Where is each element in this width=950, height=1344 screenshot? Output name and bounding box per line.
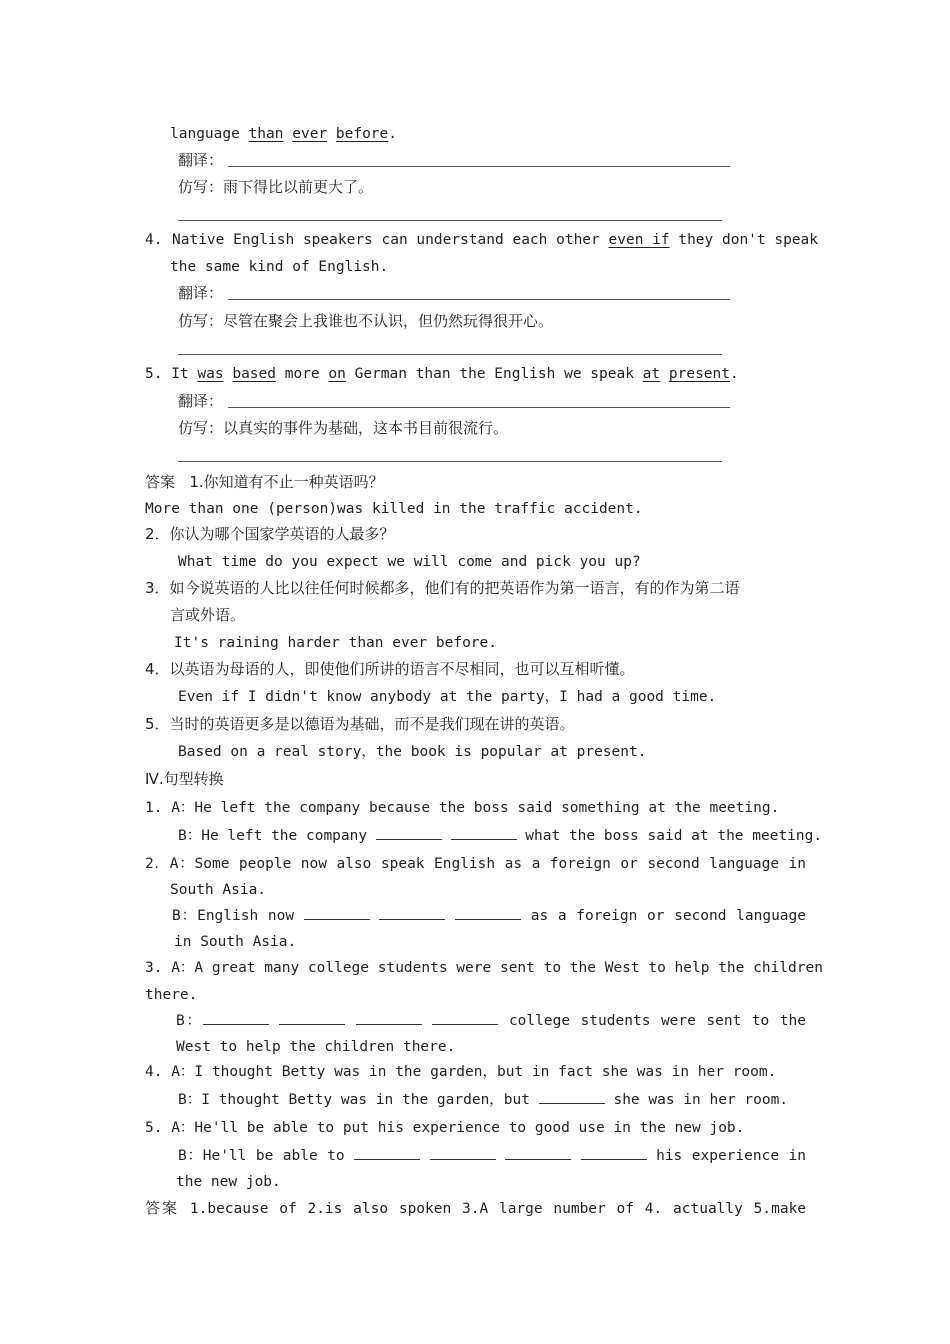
- q3-blank-1[interactable]: [203, 1011, 269, 1025]
- underlined-even-if: even if: [608, 232, 670, 248]
- answer3-3-en: It's raining harder than ever before.: [174, 635, 498, 651]
- answer-label: 答案: [145, 473, 176, 491]
- answer3-3-cn-line1: 3．如今说英语的人比以往任何时候都多，他们有的把英语作为第一语言，有的作为第二语: [145, 579, 740, 597]
- q2-blank-2[interactable]: [379, 906, 445, 920]
- q3-blank-3[interactable]: [356, 1011, 422, 1025]
- q5-sentence-b: B：He'll be able to his experience in: [178, 1148, 806, 1164]
- q3-sentence-b-line2: West to help the children there.: [176, 1039, 456, 1055]
- answer3-3-cn-line2: 言或外语。: [170, 606, 246, 624]
- item5-translation-line[interactable]: [228, 407, 730, 408]
- answers3-line1: 答案 1.你知道有不止一种英语吗？: [145, 473, 384, 491]
- answer3-4-cn: 4．以英语为母语的人，即使他们所讲的语言不尽相同，也可以互相听懂。: [145, 660, 635, 678]
- q2-blank-1[interactable]: [304, 906, 370, 920]
- answer3-2-cn: 2．你认为哪个国家学英语的人最多？: [145, 525, 395, 543]
- q2-blank-3[interactable]: [455, 906, 521, 920]
- underlined-ever: ever: [292, 126, 328, 142]
- item4-imitation: 仿写：尽管在聚会上我谁也不认识，但仍然玩得很开心。: [178, 312, 554, 330]
- item3-sentence-cont: language than ever before.: [170, 126, 398, 142]
- item5-translation-label: 翻译：: [178, 392, 224, 410]
- item5-imitation-line[interactable]: [178, 461, 722, 462]
- q3-sentence-a-line1: 3. A：A great many college students were sent to the West to help the children: [145, 960, 823, 976]
- item4-translation-line[interactable]: [228, 299, 730, 300]
- underlined-before: before: [335, 126, 389, 142]
- answers4-line: 答案 1.because of 2.is also spoken 3.A large number of 4. actually 5.make: [145, 1199, 807, 1217]
- answer3-5-cn: 5．当时的英语更多是以德语为基础，而不是我们现在讲的英语。: [145, 715, 575, 733]
- q5-blank-2[interactable]: [430, 1146, 496, 1160]
- q2-sentence-b-line2: in South Asia.: [174, 934, 297, 950]
- q3-blank-2[interactable]: [279, 1011, 345, 1025]
- q5-blank-4[interactable]: [581, 1146, 647, 1160]
- q5-sentence-b-line2: the new job.: [176, 1174, 281, 1190]
- q1-sentence-a: 1. A：He left the company because the boss said something at the meeting.: [145, 800, 780, 816]
- q2-sentence-a-line2: South Asia.: [170, 882, 267, 898]
- item4-imitation-line[interactable]: [178, 354, 722, 355]
- q4-sentence-b: B：I thought Betty was in the garden，but she was in her room.: [178, 1092, 789, 1108]
- item3-translation-label: 翻译：: [178, 151, 224, 169]
- q2-sentence-b: B：English now as a foreign or second language: [172, 908, 807, 924]
- underlined-than: than: [248, 126, 284, 142]
- q4-sentence-a: 4. A：I thought Betty was in the garden，but in fact she was in her room.: [145, 1064, 777, 1080]
- q4-blank-1[interactable]: [539, 1090, 605, 1104]
- item3-imitation: 仿写：雨下得比以前更大了。: [178, 178, 374, 196]
- q2-sentence-a-line1: 2．A：Some people now also speak English as a foreign or second language in: [145, 856, 806, 872]
- answer3-1-en: More than one (person)was killed in the traffic accident.: [145, 501, 643, 517]
- q3-blank-4[interactable]: [432, 1011, 498, 1025]
- item4-number: 4.: [145, 232, 163, 248]
- q5-blank-1[interactable]: [354, 1146, 420, 1160]
- item4-sentence-line2: the same kind of English.: [170, 259, 389, 275]
- section4-heading: Ⅳ.句型转换: [145, 770, 224, 788]
- answer3-4-en: Even if I didn't know anybody at the party，I had a good time.: [178, 689, 717, 705]
- item4-sentence: Native English speakers can understand each other even if they don't speak: [172, 232, 819, 248]
- item5-sentence: 5. It was based more on German than the English we speak at present.: [145, 366, 739, 382]
- item3-translation-line[interactable]: [228, 166, 730, 167]
- answer3-2-en: What time do you expect we will come and pick you up?: [178, 554, 641, 570]
- q1-sentence-b: B：He left the company what the boss said at the meeting.: [178, 828, 823, 844]
- q1-blank-2[interactable]: [451, 826, 517, 840]
- item3-imitation-line[interactable]: [178, 220, 722, 221]
- answer3-5-en: Based on a real story，the book is popular at present.: [178, 744, 647, 760]
- q1-blank-1[interactable]: [376, 826, 442, 840]
- q5-sentence-a: 5. A：He'll be able to put his experience to good use in the new job.: [145, 1120, 745, 1136]
- q5-blank-3[interactable]: [505, 1146, 571, 1160]
- item4-translation-label: 翻译：: [178, 284, 224, 302]
- q3-sentence-b: B： college students were sent to the: [176, 1013, 807, 1029]
- item5-imitation: 仿写：以真实的事件为基础，这本书目前很流行。: [178, 419, 509, 437]
- q3-sentence-a-line2: there.: [145, 987, 198, 1003]
- answer-label: 答案: [145, 1199, 180, 1217]
